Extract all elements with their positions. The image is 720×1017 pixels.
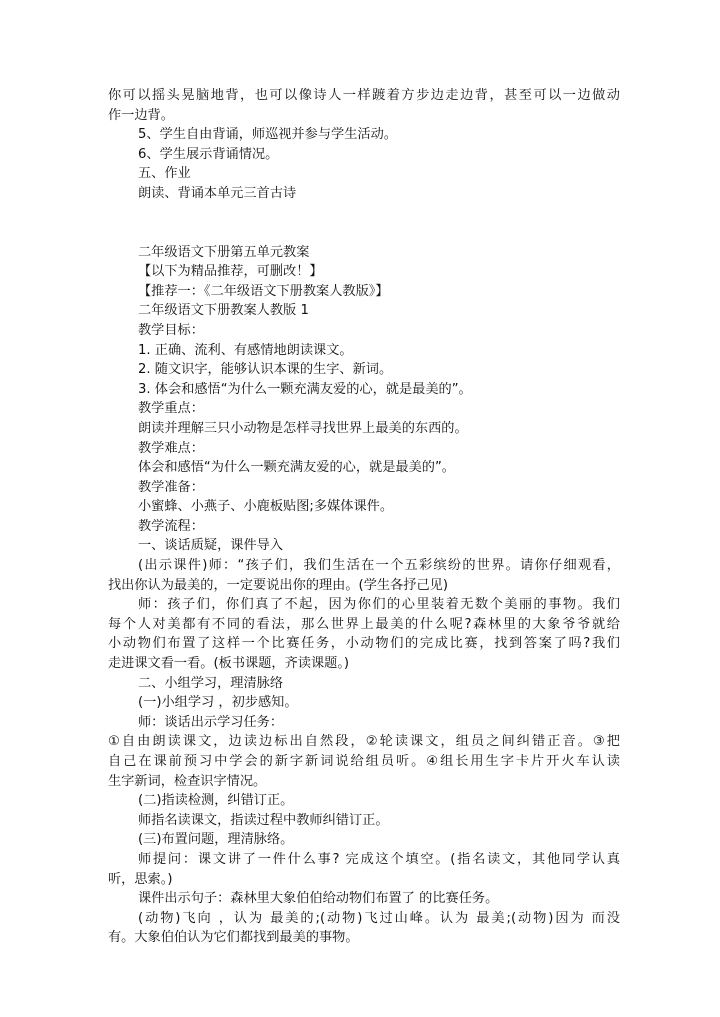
text-line: 二年级语文下册教案人教版 1 (138, 303, 309, 319)
text-line: 自己在课前预习中学会的新字新词说给组员听。④组长用生字卡片开火车认读 (108, 754, 620, 769)
text-line: 走进课文看一看。(板书课题，齐读课题。) (108, 656, 350, 672)
text-line: 教学流程： (138, 518, 204, 534)
text-line: 课件出示句子：森林里大象伯伯给动物们布置了 的比赛任务。 (138, 891, 499, 907)
text-line: 朗读并理解三只小动物是怎样寻找世界上最美的东西的。 (138, 420, 468, 436)
text-line: 【推荐一：《二年级语文下册教案人教版》】 (138, 283, 389, 299)
text-line: 3. 体会和感悟“为什么一颗充满友爱的心，就是最美的”。 (138, 381, 472, 397)
text-line: 你可以摇头晃脑地背，也可以像诗人一样踱着方步边走边背，甚至可以一边做动 (108, 88, 620, 103)
text-line: 教学难点： (138, 440, 204, 456)
text-line: 教学重点： (138, 401, 204, 417)
text-line: 生字新词，检查识字情况。 (108, 773, 267, 789)
text-line: 2. 随文识字，能够认识本课的生字、新词。 (138, 362, 393, 378)
text-line: 教学准备： (138, 479, 204, 495)
text-line: 师：谈话出示学习任务： (138, 714, 284, 730)
text-line: 五、作业 (138, 166, 191, 182)
text-line: (三)布置问题，理清脉络。 (138, 832, 294, 848)
text-line: (动物)飞向 ，认为 最美的;(动物)飞过山峰。认为 最美;(动物)因为 而没 (138, 910, 620, 926)
text-line: 教学目标： (138, 322, 204, 338)
text-line: (一)小组学习 ，初步感知。 (138, 695, 298, 711)
text-line: 找出你认为最美的，一定要说出你的理由。(学生各抒己见) (108, 577, 448, 593)
text-line: 师提问：课文讲了一件什么事? 完成这个填空。(指名读文，其他同学认真 (138, 851, 620, 867)
text-line: 二年级语文下册第五单元教案 (138, 244, 310, 260)
text-line: ①自由朗读课文，边读边标出自然段，②轮读课文，组员之间纠错正音。③把 (108, 734, 620, 750)
text-line: 小动物们布置了这样一个比赛任务，小动物们的完成比赛，找到答案了吗?我们 (108, 636, 620, 652)
text-line: 有。大象伯伯认为它们都找到最美的事物。 (108, 930, 359, 946)
text-line: 【以下为精品推荐，可删改！】 (138, 264, 323, 280)
text-line: 作一边背。 (108, 107, 174, 123)
document-page (108, 86, 620, 948)
text-line: 6、学生展示背诵情况。 (138, 146, 279, 162)
text-line: 每个人对美都有不同的看法，那么世界上最美的什么呢?森林里的大象爷爷就给 (108, 616, 620, 632)
text-line: 朗读、背诵本单元三首古诗 (138, 185, 297, 201)
text-line: 体会和感悟“为什么一颗充满友爱的心，就是最美的”。 (138, 460, 455, 476)
text-line: 小蜜蜂、小燕子、小鹿板贴图;多媒体课件。 (138, 499, 394, 515)
text-line: 5、学生自由背诵，师巡视并参与学生活动。 (138, 127, 397, 143)
blank-spacer (108, 204, 620, 243)
text-line: 师：孩子们，你们真了不起，因为你们的心里装着无数个美丽的事物。我们 (138, 597, 620, 613)
text-line: 1. 正确、流利、有感情地朗读课文。 (138, 342, 353, 358)
text-line: 听，思索。) (108, 871, 173, 887)
text-line: 二、小组学习，理清脉络 (138, 675, 284, 691)
text-line: 一、谈话质疑，课件导入 (138, 538, 284, 554)
text-line: 师指名读课文，指读过程中教师纠错订正。 (138, 812, 389, 828)
text-line: (二)指读检测，纠错订正。 (138, 793, 294, 809)
text-line: (出示课件)师：“孩子们，我们生活在一个五彩缤纷的世界。请你仔细观看， (138, 558, 620, 574)
